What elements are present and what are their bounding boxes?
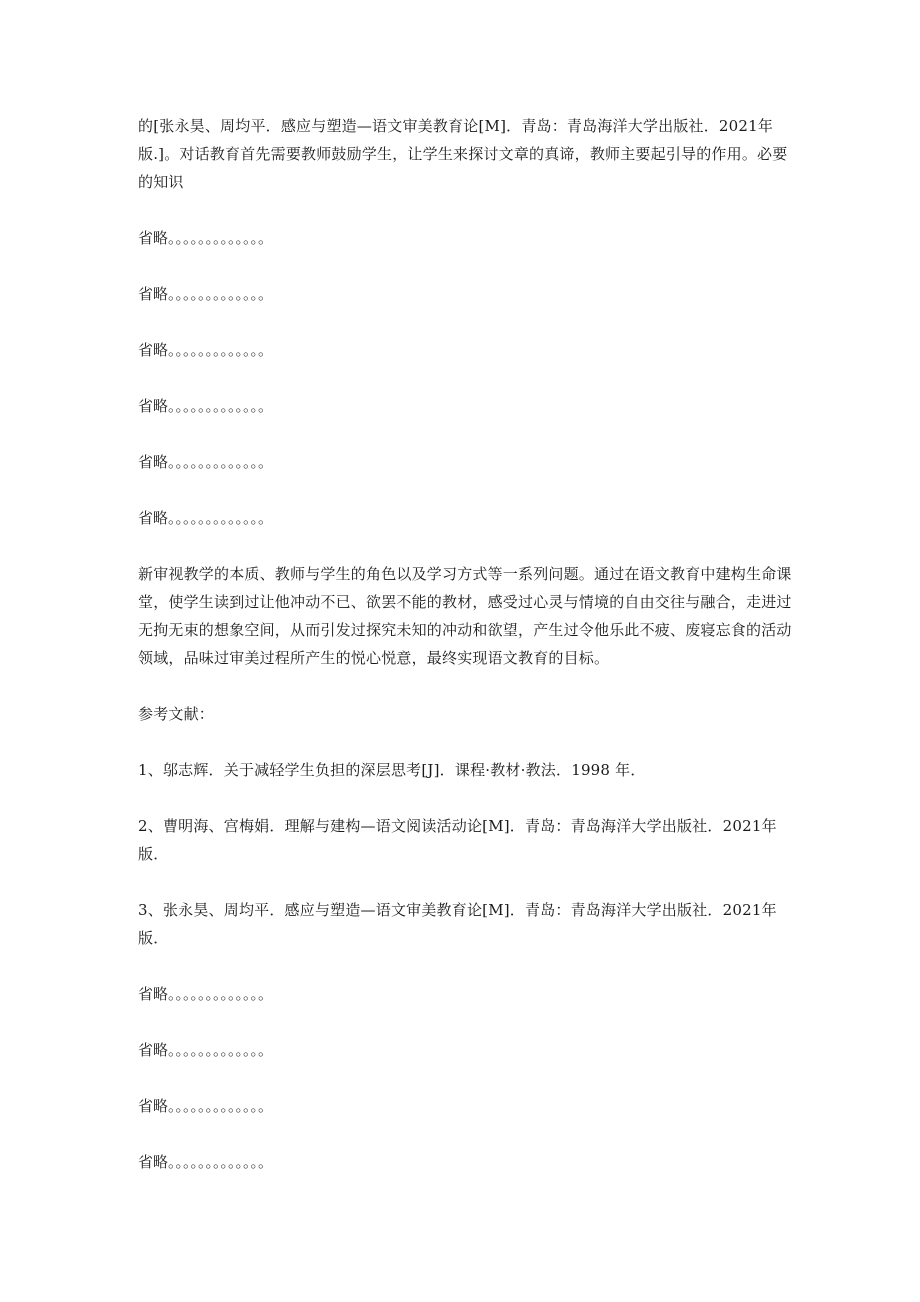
omitted-line: 省略。。。。。。。。。。。。。 <box>138 453 274 471</box>
omitted-line: 省略。。。。。。。。。。。。。 <box>138 1041 274 1059</box>
omitted-line: 省略。。。。。。。。。。。。。 <box>138 985 274 1003</box>
omitted-line: 省略。。。。。。。。。。。。。 <box>138 285 274 303</box>
omitted-line: 省略。。。。。。。。。。。。。 <box>138 1153 274 1171</box>
references-heading: 参考文献： <box>138 705 215 723</box>
reference-item: 1、邬志辉．关于减轻学生负担的深层思考[J]．课程·教材·教法．1998 年． <box>138 761 646 779</box>
body-paragraph: 新审视教学的本质、教师与学生的角色以及学习方式等一系列问题。通过在语文教育中建构生命课堂，使学生读到过让他冲动不已、欲罢不能的教材，感受过心灵与情境的自由交往与融合，走进过无拘无束的想象空间，从而引发过探究未知的冲动和欲望，产生过令他乐此不疲、废寝忘食的活动领域，品味过审美过程所产生的悦心悦意，最终实现语文教育的目标。 <box>138 565 792 667</box>
omitted-line: 省略。。。。。。。。。。。。。 <box>138 397 274 415</box>
intro-paragraph: 的[张永昊、周均平．感应与塑造—语文审美教育论[M]．青岛：青岛海洋大学出版社．2021年版.]。对话教育首先需要教师鼓励学生，让学生来探讨文章的真谛，教师主要起引导的作用。必要的知识 <box>138 117 788 191</box>
reference-item: 3、张永昊、周均平．感应与塑造—语文审美教育论[M]．青岛：青岛海洋大学出版社．2021年版． <box>138 901 777 947</box>
reference-item: 2、曹明海、宫梅娟．理解与建构—语文阅读活动论[M]．青岛：青岛海洋大学出版社．2021年版． <box>138 817 777 863</box>
document-page <box>138 112 794 1176</box>
omitted-line: 省略。。。。。。。。。。。。。 <box>138 509 274 527</box>
omitted-line: 省略。。。。。。。。。。。。。 <box>138 229 274 247</box>
omitted-line: 省略。。。。。。。。。。。。。 <box>138 341 274 359</box>
omitted-line: 省略。。。。。。。。。。。。。 <box>138 1097 274 1115</box>
